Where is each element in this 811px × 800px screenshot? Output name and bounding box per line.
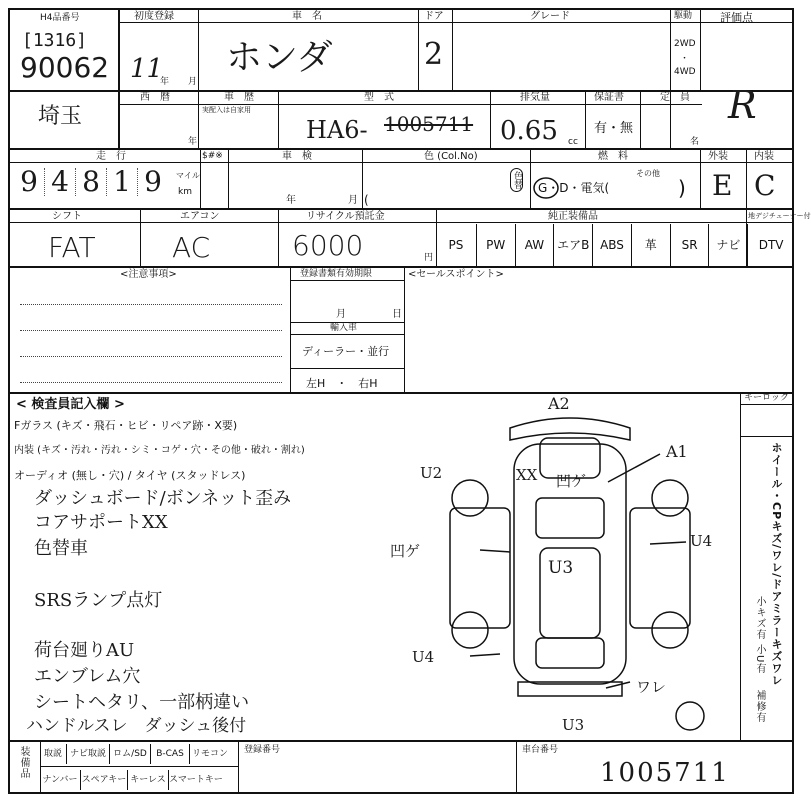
color-label: 色 (Col.No) <box>424 151 478 162</box>
sn-label: $#※ <box>202 151 223 161</box>
car-name-label: 車 名 <box>292 11 322 22</box>
equipment-ps: PS <box>436 224 477 266</box>
damage-mark: U2 <box>420 464 443 482</box>
grade-label: グレード <box>530 11 570 22</box>
import-label: 輸入車 <box>330 323 358 333</box>
doc-expiry-label: 登録書類有効期限 <box>300 269 373 279</box>
model-struck-value: 1005711 <box>384 112 474 136</box>
mileage-digit: 9 <box>144 165 162 198</box>
inspector-note: 色替車 <box>34 538 88 559</box>
accessory-label: 装備品 <box>18 746 29 779</box>
equipment-leather: 革 <box>632 224 671 266</box>
lot-bracket: [1316] <box>22 30 88 51</box>
lot-label: H4品番号 <box>40 13 80 23</box>
history-label: 車 歴 <box>224 92 254 103</box>
recycle-label: リサイクル預託金 <box>306 211 385 222</box>
notes-label: <注意事項> <box>120 269 177 280</box>
mileage-unit-miles: マイル <box>176 171 200 180</box>
side-note-sub: 小U有 <box>754 644 765 675</box>
mileage-label: 走 行 <box>96 151 126 162</box>
mileage-unit-km: km <box>178 187 192 197</box>
fuel-options: G・D・電気( <box>538 181 610 195</box>
fuel-close: ) <box>678 176 686 200</box>
first-reg-year: 11 <box>130 54 164 84</box>
damage-mark: U3 <box>562 716 585 734</box>
inspector-note: エンブレム穴 <box>34 666 141 687</box>
tv-tuner-label: 地デジチューナー付 <box>748 212 811 220</box>
inspector-title: < 検査員記入欄 > <box>16 397 125 412</box>
doc-expiry-day: 日 <box>392 309 402 320</box>
damage-mark: 凹ゲ <box>556 472 587 490</box>
steering-side: 左H ・ 右H <box>306 377 378 390</box>
exterior-label: 外装 <box>708 151 728 162</box>
drive-sep: ・ <box>680 54 690 64</box>
interior-label: 内装 <box>754 151 774 162</box>
mileage-digits <box>14 165 168 198</box>
side-note-sub: 補修有 <box>754 690 765 723</box>
inspection-label: 車 検 <box>282 151 312 162</box>
inspector-interior-line: 内装 (キズ・汚れ・汚れ・シミ・コゲ・穴・その他・破れ・割れ) <box>14 445 305 456</box>
ac-value: AC <box>172 231 211 264</box>
recycle-unit: 円 <box>424 253 434 263</box>
accessories-row-2 <box>40 770 221 790</box>
damage-mark: A1 <box>666 442 688 461</box>
reg-number-label: 登録番号 <box>244 745 281 755</box>
western-year-unit: 年 <box>188 137 198 147</box>
keylock-label: キーロック <box>744 393 789 403</box>
capacity-unit: 名 <box>690 137 700 147</box>
fuel-other-label: その他 <box>636 169 660 178</box>
shift-value: FAT <box>48 231 96 264</box>
color-paren-open: ( <box>364 193 369 207</box>
gas-circle-mark <box>532 176 560 200</box>
color-change-circled: 色替 <box>510 168 523 192</box>
damage-mark: 凹ゲ <box>390 542 421 560</box>
equipment-airbag: エアB <box>554 224 593 266</box>
mileage-digit: 1 <box>107 168 138 196</box>
mileage-digit: 9 <box>14 168 45 196</box>
displacement-unit: cc <box>568 137 578 147</box>
doors-value: 2 <box>424 37 444 72</box>
doors-label: ドア <box>424 11 444 22</box>
rating-label: 評価点 <box>720 11 753 24</box>
equipment-aw: AW <box>516 224 555 266</box>
inspector-note: シートヘタリ、一部柄違い <box>34 692 250 713</box>
car-name: ホンダ <box>226 37 333 78</box>
accessory-item: ナンバー <box>40 770 81 790</box>
inspection-month-unit: 月 <box>348 195 358 206</box>
first-reg-month-unit: 月 <box>188 77 198 87</box>
side-note-sub: 小キズ有 <box>754 596 765 640</box>
inspector-note: ダッシュボード/ボンネット歪み <box>34 488 292 509</box>
inspection-year-unit: 年 <box>286 195 296 206</box>
lot-number: 90062 <box>20 51 110 84</box>
dealer-parallel: ディーラー・並行 <box>302 345 390 358</box>
accessory-item: スペアキー <box>81 770 128 790</box>
inspector-note: SRSランプ点灯 <box>34 590 163 611</box>
damage-mark: U3 <box>548 558 574 578</box>
warranty-label: 保証書 <box>594 92 624 103</box>
accessory-item: スマートキー <box>169 775 223 785</box>
interior-value: C <box>754 169 776 202</box>
equipment-dtv: DTV <box>758 238 784 252</box>
fuel-label: 燃 料 <box>598 151 628 162</box>
inspector-note: コアサポートXX <box>34 512 168 533</box>
rating-value: R <box>728 83 757 127</box>
displacement-value: 0.65 <box>500 116 558 146</box>
equipment-pw: PW <box>477 224 516 266</box>
inspector-glass-line: Fガラス (キズ・飛石・ヒビ・リペア跡・X要) <box>14 419 238 432</box>
western-year-label: 西 暦 <box>140 92 170 103</box>
chassis-label: 車台番号 <box>522 745 559 755</box>
model-label: 型 式 <box>364 92 394 103</box>
inspector-audio-line: オーディオ (無し・穴) / タイヤ (スタッドレス) <box>14 469 246 482</box>
accessory-item: 取説 <box>40 744 67 764</box>
car-diagram <box>440 394 740 738</box>
displacement-label: 排気量 <box>520 92 550 103</box>
damage-mark: XX <box>516 466 538 484</box>
accessory-item: リモコン <box>191 749 228 759</box>
damage-mark: ワレ <box>636 678 667 696</box>
accessory-item: キーレス <box>128 770 169 790</box>
inspector-note: 荷台廻りAU <box>34 640 135 661</box>
accessory-item: B-CAS <box>151 744 190 764</box>
first-reg-year-unit: 年 <box>160 77 170 87</box>
equipment-abs: ABS <box>593 224 632 266</box>
accessory-item: ナビ取説 <box>67 744 110 764</box>
drive-2wd: 2WD <box>674 39 696 49</box>
damage-mark: U4 <box>412 648 435 666</box>
capacity-label: 定 員 <box>660 92 690 103</box>
damage-mark: U4 <box>690 532 713 550</box>
mileage-digit: 4 <box>45 168 76 196</box>
equipment-sunroof: SR <box>671 224 710 266</box>
inspector-note: ハンドルスレ ダッシュ後付 <box>26 716 247 736</box>
doc-expiry-month: 月 <box>336 309 346 320</box>
model-value: HA6- <box>306 116 368 144</box>
drive-4wd: 4WD <box>674 67 696 77</box>
chassis-number: 1005711 <box>600 758 730 788</box>
damage-mark: A2 <box>548 394 570 413</box>
shift-label: シフト <box>52 211 82 222</box>
side-note-vertical: ホイール・CPキズ/ワレ/ドアミラーキズワレ <box>770 442 783 687</box>
first-reg-label: 初度登録 <box>134 11 174 22</box>
sales-point-label: <セールスポイント> <box>408 269 504 280</box>
history-note: 実配入は自家用 <box>202 106 251 114</box>
accessory-item: ロム/SD <box>110 744 151 764</box>
ac-label: エアコン <box>180 211 220 222</box>
equipment-navi: ナビ <box>709 224 748 266</box>
recycle-value: 6000 <box>292 229 364 262</box>
accessories-row-1 <box>40 744 230 764</box>
mileage-digit: 8 <box>76 168 107 196</box>
drive-label: 駆動 <box>674 11 693 21</box>
equipment-row <box>436 224 794 266</box>
equipment-label: 純正装備品 <box>548 211 598 222</box>
warranty-value: 有・無 <box>594 121 634 136</box>
location: 埼玉 <box>38 104 83 129</box>
exterior-value: E <box>712 169 733 202</box>
